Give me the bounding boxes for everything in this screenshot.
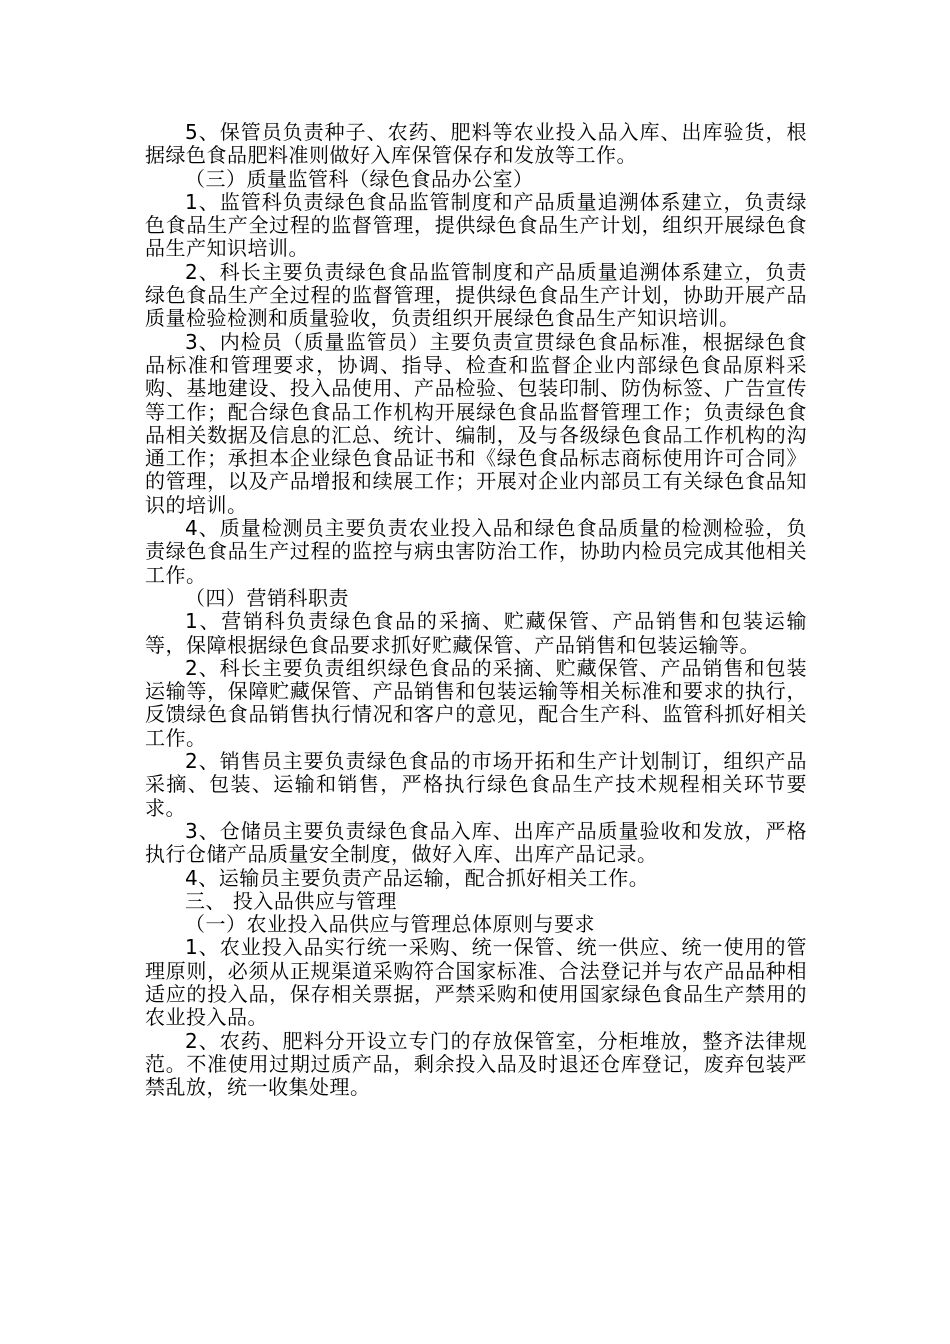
paragraph-warehouse-keeper: 3、仓储员主要负责绿色食品入库、出库产品质量验收和发放，严格执行仓储产品质量安全制度，做好入库、出库产品记录。	[145, 818, 807, 867]
paragraph-section-chief: 2、科长主要负责绿色食品监管制度和产品质量追溯体系建立，负责绿色食品生产全过程的监督管理，提供绿色食品生产计划，协助开展产品质量检验检测和质量验收，负责组织开展绿色食品生产知识培训。	[145, 259, 807, 331]
paragraph-marketing-chief: 2、科长主要负责组织绿色食品的采摘、贮藏保管、产品销售和包装运输等，保障贮藏保管、产品销售和包装运输等相关标准和要求的执行，反馈绿色食品销售执行情况和客户的意见，配合生产科、监管科抓好相关工作。	[145, 655, 807, 750]
paragraph-internal-inspector: 3、内检员（质量监管员）主要负责宣贯绿色食品标准，根据绿色食品标准和管理要求，协调、指导、检查和监督企业内部绿色食品原料采购、基地建设、投入品使用、产品检验、包装印制、防伪标签、广告宣传等工作；配合绿色食品工作机构开展绿色食品监督管理工作；负责绿色食品相关数据及信息的汇总、统计、编制，及与各级绿色食品工作机构的沟通工作；承担本企业绿色食品证书和《绿色食品标志商标使用许可合同》的管理，以及产品增报和续展工作；开展对企业内部员工有关绿色食品知识的培训。	[145, 329, 807, 517]
paragraph-unified-procurement: 1、农业投入品实行统一采购、统一保管、统一供应、统一使用的管理原则，必须从正规渠道采购符合国家标准、合法登记并与农产品品种相适应的投入品，保存相关票据，严禁采购和使用国家绿色食品生产禁用的农业投入品。	[145, 935, 807, 1030]
paragraph-supervision-dept: 1、监管科负责绿色食品监管制度和产品质量追溯体系建立，负责绿色食品生产全过程的监督管理，提供绿色食品生产计划，组织开展绿色食品生产知识培训。	[145, 189, 807, 261]
paragraph-marketing-dept: 1、营销科负责绿色食品的采摘、贮藏保管、产品销售和包装运输等，保障根据绿色食品要求抓好贮藏保管、产品销售和包装运输等。	[145, 609, 807, 657]
section-heading-quality-supervision: （三）质量监管科（绿色食品办公室）	[185, 166, 534, 191]
section-heading-input-principles: （一）农业投入品供应与管理总体原则与要求	[185, 912, 595, 937]
document-body	[145, 121, 807, 1099]
paragraph-quality-tester: 4、质量检测员主要负责农业投入品和绿色食品质量的检测检验，负责绿色食品生产过程的监控与病虫害防治工作，协助内检员完成其他相关工作。	[145, 516, 807, 587]
chapter-heading-inputs: 三、 投入品供应与管理	[185, 888, 397, 913]
paragraph-storage-rules: 2、农药、肥料分开设立专门的存放保管室，分柜堆放，整齐法律规范。不准使用过期过质产品，剩余投入品及时退还仓库登记，废弃包装严禁乱放，统一收集处理。	[145, 1028, 807, 1100]
paragraph-transporter: 4、运输员主要负责产品运输，配合抓好相关工作。	[185, 865, 650, 890]
paragraph-custodian-duty: 5、保管员负责种子、农药、肥料等农业投入品入库、出库验货，根据绿色食品肥料准则做好入库保管保存和发放等工作。	[145, 120, 807, 168]
section-heading-marketing: （四）营销科职责	[185, 585, 349, 610]
paragraph-salesperson: 2、销售员主要负责绿色食品的市场开拓和生产计划制订，组织产品采摘、包装、运输和销售，严格执行绿色食品生产技术规程相关环节要求。	[145, 749, 807, 820]
